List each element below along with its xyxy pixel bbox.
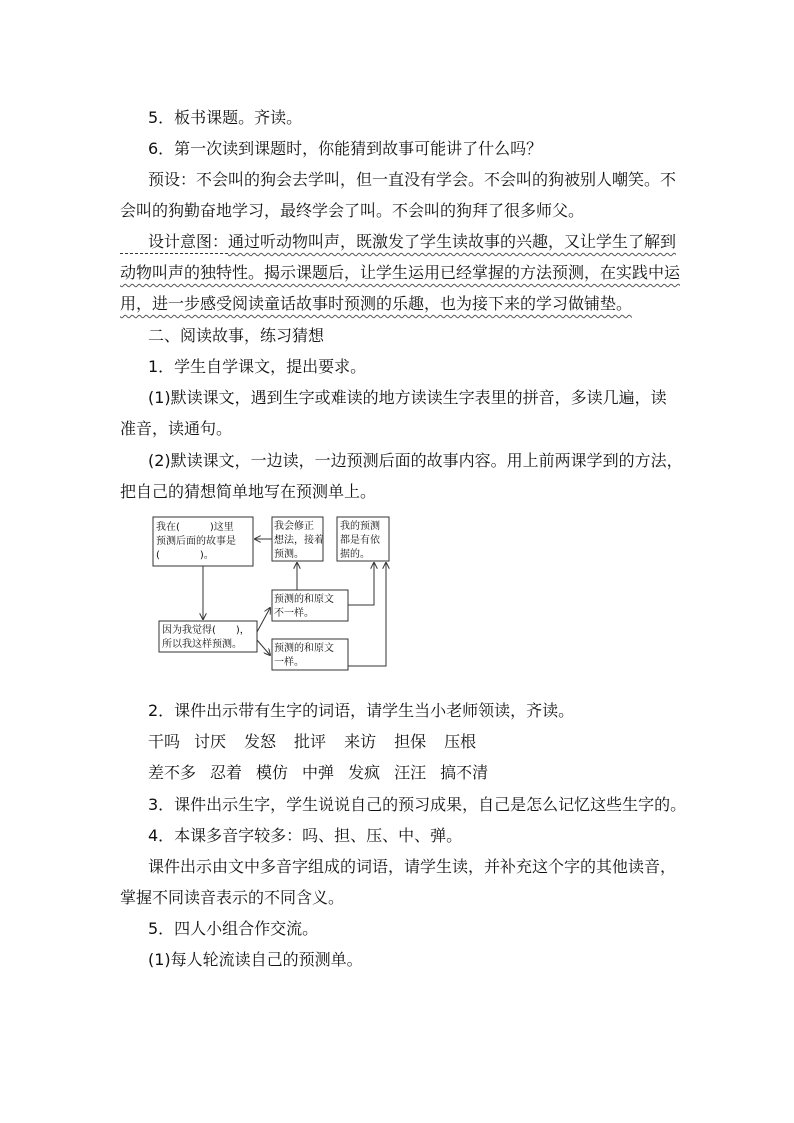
vocab-word: 发怒 bbox=[244, 732, 277, 751]
vocab-word: 差不多 bbox=[148, 763, 197, 782]
box-f-line2: 一样。 bbox=[274, 657, 304, 668]
section-heading: 二、阅读故事，练习猜想 bbox=[148, 326, 325, 345]
box-a-line3: ( )。 bbox=[156, 550, 214, 561]
vocab-word: 来访 bbox=[344, 732, 377, 751]
box-c-line3: 据的。 bbox=[340, 549, 370, 560]
para-step-6: 6．第一次读到课题时，你能猜到故事可能讲了什么吗？ bbox=[148, 139, 543, 158]
para-item-5: 5．四人小组合作交流。 bbox=[148, 919, 319, 938]
para-item-2: 2．课件出示带有生字的词语，请学生当小老师领读，齐读。 bbox=[148, 701, 575, 720]
para-req-1-line2: 准音，读通句。 bbox=[120, 419, 233, 438]
box-b-line2: 想法，接着 bbox=[274, 535, 324, 546]
box-e-line2: 不一样。 bbox=[274, 608, 314, 619]
para-item-3: 3．课件出示生字，学生说说自己的预习成果，自己是怎么记忆这些生字的。 bbox=[148, 795, 687, 814]
vocab-word: 担保 bbox=[394, 732, 427, 751]
para-req-2-line1: (2)默读课文，一边读，一边预测后面的故事内容。用上前两课学到的方法， bbox=[148, 451, 683, 470]
vocab-row-2 bbox=[120, 757, 676, 788]
box-e-line1: 预测的和原文 bbox=[274, 594, 334, 605]
box-d-line2: 所以我这样预测。 bbox=[162, 639, 242, 650]
para-item-4: 4．本课多音字较多：吗、担、压、中、弹。 bbox=[148, 826, 463, 845]
box-d-line1: 因为我觉得( )， bbox=[162, 625, 250, 636]
box-a-line1: 我在( )这里 bbox=[156, 522, 234, 533]
para-req-2-line2: 把自己的猜想简单地写在预测单上。 bbox=[120, 482, 377, 501]
arrow-f-to-c bbox=[348, 563, 386, 666]
vocab-word: 批评 bbox=[294, 732, 327, 751]
vocab-row-1 bbox=[120, 726, 676, 757]
prediction-diagram bbox=[150, 512, 396, 672]
vocab-word: 中弹 bbox=[302, 763, 335, 782]
vocab-word: 压根 bbox=[444, 732, 477, 751]
para-item-1: 1．学生自学课文，提出要求。 bbox=[148, 357, 367, 376]
box-b-line3: 预测。 bbox=[274, 549, 304, 560]
box-f-line1: 预测的和原文 bbox=[274, 643, 334, 654]
arrow-d-to-e bbox=[257, 608, 270, 632]
vocab-word: 发疯 bbox=[348, 763, 381, 782]
para-design-line1: 设计意图：通过听动物叫声，既激发了学生读故事的兴趣，又让学生了解到 bbox=[120, 226, 676, 257]
arrow-e-to-c bbox=[348, 563, 374, 605]
vocab-word: 汪汪 bbox=[394, 763, 427, 782]
box-a-line2: 预测后面的故事是 bbox=[156, 536, 236, 547]
box-b-line1: 我会修正 bbox=[274, 521, 314, 532]
para-preset-line1: 预设：不会叫的狗会去学叫，但一直没有学会。不会叫的狗被别人嘲笑。不 bbox=[148, 170, 677, 189]
box-c-line2: 都是有依 bbox=[340, 535, 380, 546]
para-preset-line2: 会叫的狗勤奋地学习，最终学会了叫。不会叫的狗拜了很多师父。 bbox=[120, 201, 585, 220]
para-req-1-line1: (1)默读课文，遇到生字或难读的地方读读生字表里的拼音，多读几遍，读 bbox=[148, 388, 667, 407]
para-polyphone-line2: 掌握不同读音表示的不同含义。 bbox=[120, 888, 345, 907]
vocab-word: 讨厌 bbox=[194, 732, 227, 751]
para-design-line3: 用，进一步感受阅读童话故事时预测的乐趣，也为接下来的学习做铺垫。 bbox=[120, 294, 633, 313]
para-sub-1: (1)每人轮流读自己的预测单。 bbox=[148, 950, 363, 969]
box-c-line1: 我的预测 bbox=[340, 521, 380, 532]
arrow-d-to-f bbox=[257, 640, 270, 655]
para-design-line2: 动物叫声的独特性。揭示课题后，让学生运用已经掌握的方法预测，在实践中运 bbox=[120, 263, 681, 282]
vocab-word: 干吗 bbox=[148, 732, 181, 751]
para-polyphone-line1: 课件出示由文中多音字组成的词语，请学生读，并补充这个字的其他读音， bbox=[148, 857, 677, 876]
vocab-word: 忍着 bbox=[210, 763, 243, 782]
para-step-5: 5．板书课题。齐读。 bbox=[148, 108, 303, 127]
vocab-word: 模仿 bbox=[256, 763, 289, 782]
vocab-word: 搞不清 bbox=[440, 763, 489, 782]
